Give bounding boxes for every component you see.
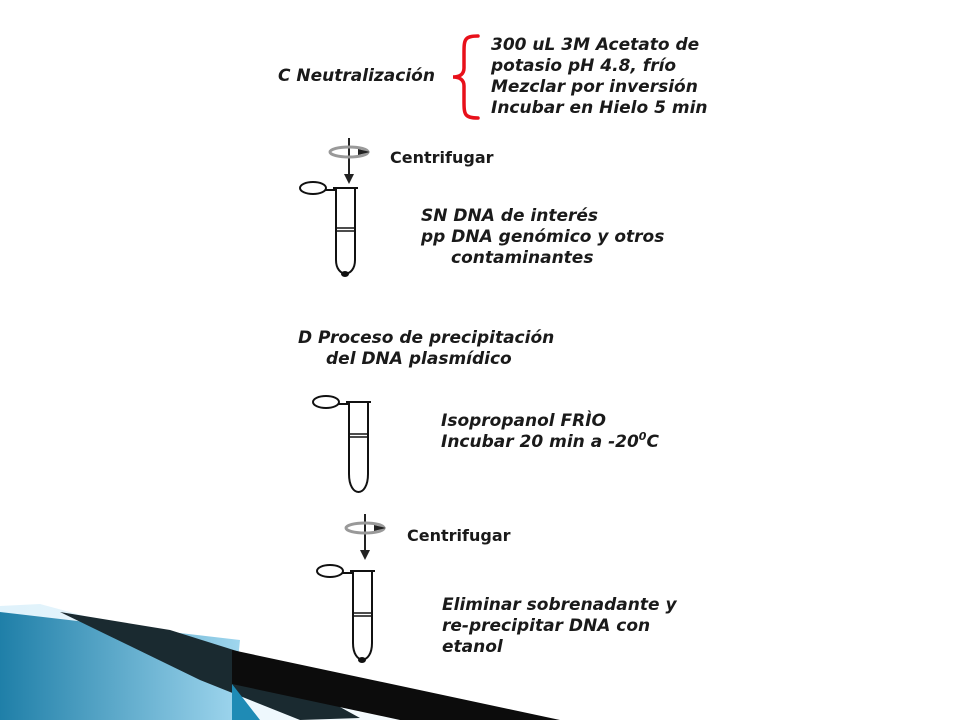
superscript: 0: [638, 430, 647, 443]
tube-3-notes: [442, 595, 677, 658]
step-line: 300 uL 3M Acetato de: [491, 35, 700, 55]
note-line: SN DNA de interés: [421, 206, 599, 226]
title-line: D Proceso de precipitación: [298, 328, 555, 348]
section-d-title: [298, 328, 554, 370]
note-line: contaminantes: [451, 248, 594, 268]
microtube-icon: [293, 178, 373, 288]
note-line: etanol: [442, 637, 503, 657]
title-line: del DNA plasmídico: [326, 349, 512, 369]
step-line: Incubar en Hielo 5 min: [491, 98, 708, 118]
step-line: potasio pH 4.8, frío: [491, 56, 677, 76]
tube-1-notes: [421, 206, 664, 269]
note-line: [441, 432, 659, 453]
tube-2-notes: [441, 411, 659, 453]
red-brace: [448, 34, 488, 120]
step-line: Mezclar por inversión: [491, 77, 698, 97]
section-c-steps: [491, 35, 708, 119]
microtube-icon: [306, 392, 386, 507]
note-unit: C: [646, 432, 659, 452]
note-line: re-precipitar DNA con: [442, 616, 651, 636]
centrifuge-label: Centrifugar: [407, 526, 511, 545]
note-line: pp DNA genómico y otros: [421, 227, 665, 247]
note-text: Incubar 20 min a -20: [441, 432, 639, 452]
microtube-icon: [310, 561, 390, 673]
note-line: Isopropanol FRÌO: [441, 411, 607, 431]
section-c-title: C Neutralización: [278, 66, 435, 86]
centrifuge-icon: [344, 512, 414, 562]
centrifuge-label: Centrifugar: [390, 148, 494, 167]
note-line: Eliminar sobrenadante y: [442, 595, 677, 615]
